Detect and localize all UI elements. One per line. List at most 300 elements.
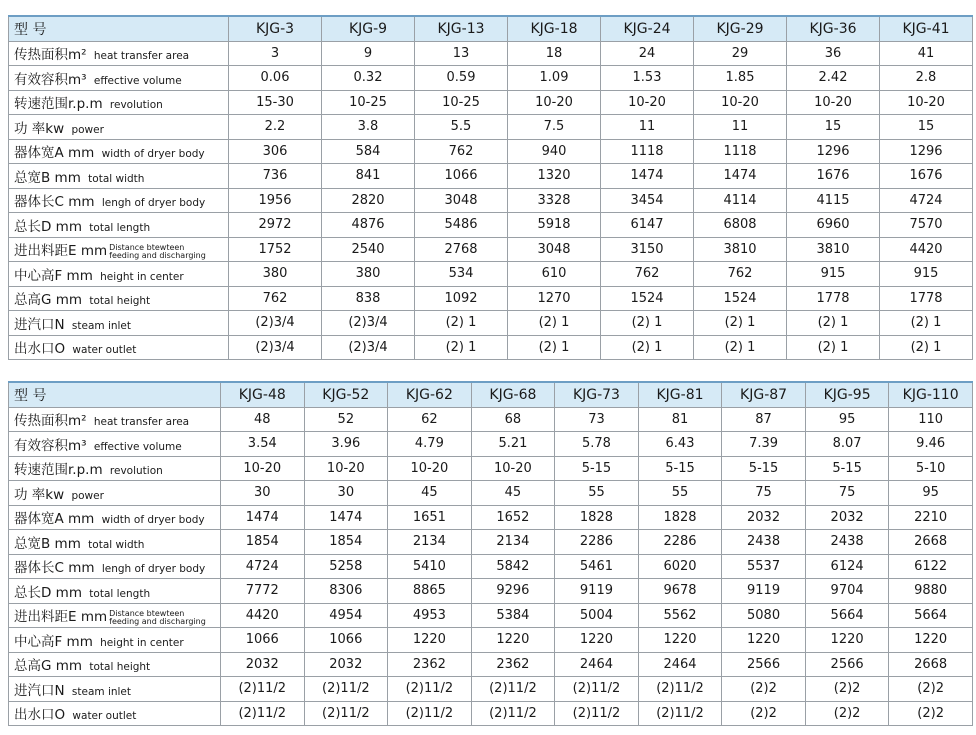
table-cell: 2134 — [388, 530, 472, 555]
table-cell: 3 — [229, 41, 322, 66]
table-cell: 610 — [508, 262, 601, 287]
table-cell: 8865 — [388, 579, 472, 604]
row-label — [9, 603, 221, 628]
table-cell: 5080 — [722, 603, 806, 628]
row-label-zh: 总长D mm — [14, 584, 87, 601]
table-cell: (2) 1 — [694, 311, 787, 336]
table-cell: 73 — [555, 407, 639, 432]
table-row — [9, 579, 973, 604]
table-cell: 87 — [722, 407, 806, 432]
row-label-en: height in center — [100, 270, 184, 283]
table-cell: 5-15 — [638, 456, 722, 481]
row-label-en: power — [71, 489, 104, 502]
model-name: KJG-52 — [304, 382, 388, 407]
table-cell: 10-25 — [322, 90, 415, 115]
table-cell: 4420 — [880, 237, 973, 262]
table-cell: 5-15 — [555, 456, 639, 481]
table-cell: 15-30 — [229, 90, 322, 115]
table-cell: 1676 — [787, 164, 880, 189]
table-cell: 3328 — [508, 188, 601, 213]
row-label — [9, 286, 229, 311]
table-cell: 1066 — [304, 628, 388, 653]
table-cell: 7.39 — [722, 432, 806, 457]
table-row — [9, 164, 973, 189]
table-cell: 380 — [322, 262, 415, 287]
row-label-zh: 进出料距E mm — [14, 243, 108, 259]
row-label-zh: 转速范围r.p.m — [14, 96, 107, 113]
table-cell: 5486 — [415, 213, 508, 238]
row-label-en: total length — [89, 587, 151, 600]
table-cell: 1066 — [221, 628, 305, 653]
table-cell: 2464 — [555, 652, 639, 677]
table-cell: 2438 — [722, 530, 806, 555]
table-cell: 6.43 — [638, 432, 722, 457]
table-cell: 1778 — [880, 286, 973, 311]
row-label — [9, 188, 229, 213]
table-cell: 9.46 — [889, 432, 973, 457]
model-name: KJG-24 — [601, 16, 694, 41]
table-cell: 1652 — [471, 505, 555, 530]
table-cell: 9296 — [471, 579, 555, 604]
model-name: KJG-3 — [229, 16, 322, 41]
table-cell: 3.54 — [221, 432, 305, 457]
table-cell: 1.09 — [508, 66, 601, 91]
table-cell: 4724 — [221, 554, 305, 579]
table-cell: (2)11/2 — [638, 701, 722, 726]
row-label-en: revolution — [109, 465, 163, 478]
table-cell: 5384 — [471, 603, 555, 628]
table-cell: 3454 — [601, 188, 694, 213]
row-label — [9, 262, 229, 287]
row-label-en: total length — [89, 221, 151, 234]
table-cell: 4876 — [322, 213, 415, 238]
row-label-en: lengh of dryer body — [101, 197, 206, 210]
row-label-zh: 总高G mm — [14, 658, 87, 675]
table-cell: 4953 — [388, 603, 472, 628]
model-name: KJG-73 — [555, 382, 639, 407]
table-cell: 1854 — [221, 530, 305, 555]
table-cell: (2) 1 — [694, 335, 787, 360]
table-cell: (2) 1 — [880, 335, 973, 360]
table-cell: 2286 — [638, 530, 722, 555]
table-row — [9, 90, 973, 115]
table-cell: (2)11/2 — [388, 701, 472, 726]
row-label-zh: 传热面积m² — [14, 47, 91, 64]
table-cell: 5664 — [805, 603, 889, 628]
table-cell: 9678 — [638, 579, 722, 604]
table-row — [9, 701, 973, 726]
table-cell: 10-20 — [221, 456, 305, 481]
table-cell: 2134 — [471, 530, 555, 555]
row-label — [9, 66, 229, 91]
table-cell: 8.07 — [805, 432, 889, 457]
table-cell: 1474 — [221, 505, 305, 530]
table-row — [9, 677, 973, 702]
row-label — [9, 139, 229, 164]
table-cell: 2972 — [229, 213, 322, 238]
row-label-en: water outlet — [72, 710, 137, 723]
row-label — [9, 213, 229, 238]
table-cell: 1524 — [601, 286, 694, 311]
table-cell: 81 — [638, 407, 722, 432]
table-cell: 1651 — [388, 505, 472, 530]
table-cell: 1220 — [555, 628, 639, 653]
row-label — [9, 481, 221, 506]
table-cell: 30 — [221, 481, 305, 506]
table-cell: (2)3/4 — [322, 335, 415, 360]
table-row — [9, 481, 973, 506]
table-cell: 3810 — [694, 237, 787, 262]
table-cell: 15 — [787, 115, 880, 140]
table-cell: (2) 1 — [787, 311, 880, 336]
table-cell: 8306 — [304, 579, 388, 604]
table-cell: 3.96 — [304, 432, 388, 457]
table-cell: 5562 — [638, 603, 722, 628]
table-cell: (2) 1 — [601, 335, 694, 360]
table-cell: (2)2 — [722, 701, 806, 726]
row-label-zh: 总高G mm — [14, 292, 87, 309]
row-label-en: height in center — [100, 636, 184, 649]
table-cell: (2)3/4 — [229, 335, 322, 360]
table-cell: 1220 — [638, 628, 722, 653]
table-cell: 1956 — [229, 188, 322, 213]
table-cell: 380 — [229, 262, 322, 287]
row-label — [9, 628, 221, 653]
table-cell: (2)2 — [722, 677, 806, 702]
model-name: KJG-110 — [889, 382, 973, 407]
table-cell: (2) 1 — [880, 311, 973, 336]
table-cell: 5258 — [304, 554, 388, 579]
table-cell: 95 — [889, 481, 973, 506]
table-cell: 0.06 — [229, 66, 322, 91]
row-label-en: Distance btewteen feeding and discharging — [109, 242, 206, 260]
table-cell: 1828 — [555, 505, 639, 530]
table-cell: 3048 — [415, 188, 508, 213]
row-label-zh: 功 率kw — [14, 486, 69, 503]
model-name: KJG-36 — [787, 16, 880, 41]
table-cell: 1474 — [601, 164, 694, 189]
table-cell: 62 — [388, 407, 472, 432]
table-cell: 940 — [508, 139, 601, 164]
table-cell: 5842 — [471, 554, 555, 579]
table-cell: (2) 1 — [508, 335, 601, 360]
row-label-en: power — [71, 123, 104, 136]
table-cell: 3150 — [601, 237, 694, 262]
row-label — [9, 554, 221, 579]
row-label — [9, 407, 221, 432]
row-label-zh: 功 率kw — [14, 120, 69, 137]
table-cell: 5664 — [889, 603, 973, 628]
table-cell: (2)2 — [889, 677, 973, 702]
model-name: KJG-87 — [722, 382, 806, 407]
table-cell: (2)11/2 — [221, 677, 305, 702]
table-cell: 584 — [322, 139, 415, 164]
table-cell: 1524 — [694, 286, 787, 311]
model-name: KJG-48 — [221, 382, 305, 407]
table-cell: 1.85 — [694, 66, 787, 91]
row-label-zh: 器体宽A mm — [14, 511, 99, 528]
table-cell: 10-25 — [415, 90, 508, 115]
row-label-en: total height — [89, 661, 151, 674]
table-cell: 1676 — [880, 164, 973, 189]
table-cell: 1828 — [638, 505, 722, 530]
table-cell: (2)11/2 — [304, 677, 388, 702]
table-cell: 2768 — [415, 237, 508, 262]
table-cell: (2)2 — [805, 701, 889, 726]
model-name: KJG-62 — [388, 382, 472, 407]
table-cell: 915 — [880, 262, 973, 287]
row-label — [9, 652, 221, 677]
table-cell: 6147 — [601, 213, 694, 238]
table-row — [9, 262, 973, 287]
header-row — [9, 16, 973, 41]
table-cell: 2668 — [889, 530, 973, 555]
row-label-en: revolution — [109, 99, 163, 112]
table-row — [9, 432, 973, 457]
table-cell: 10-20 — [694, 90, 787, 115]
table-cell: 1474 — [694, 164, 787, 189]
model-name: KJG-9 — [322, 16, 415, 41]
table-cell: 2.2 — [229, 115, 322, 140]
table-cell: 1220 — [388, 628, 472, 653]
table-cell: 1118 — [694, 139, 787, 164]
table-cell: 1320 — [508, 164, 601, 189]
row-label-zh: 有效容积m³ — [14, 71, 91, 88]
table-cell: 7570 — [880, 213, 973, 238]
table-cell: 915 — [787, 262, 880, 287]
row-label-zh: 中心高F mm — [14, 267, 98, 284]
table-cell: (2) 1 — [415, 335, 508, 360]
model-header-label: 型 号 — [9, 382, 221, 407]
model-name: KJG-81 — [638, 382, 722, 407]
table-cell: 15 — [880, 115, 973, 140]
model-name: KJG-13 — [415, 16, 508, 41]
table-row — [9, 335, 973, 360]
row-label-zh: 器体长C mm — [14, 194, 99, 211]
table-cell: 10-20 — [787, 90, 880, 115]
row-label — [9, 164, 229, 189]
row-label-zh: 进汽口N — [14, 682, 69, 699]
table-cell: 1220 — [805, 628, 889, 653]
table-cell: 9119 — [722, 579, 806, 604]
table-cell: 2.42 — [787, 66, 880, 91]
table-cell: 1474 — [304, 505, 388, 530]
model-name: KJG-68 — [471, 382, 555, 407]
table-cell: 5-10 — [889, 456, 973, 481]
table-cell: 5410 — [388, 554, 472, 579]
table-cell: (2)11/2 — [471, 701, 555, 726]
table-cell: 9880 — [889, 579, 973, 604]
table-cell: 10-20 — [508, 90, 601, 115]
table-cell: 4114 — [694, 188, 787, 213]
table-cell: 41 — [880, 41, 973, 66]
table-cell: 2286 — [555, 530, 639, 555]
model-name: KJG-95 — [805, 382, 889, 407]
table-cell: 2.8 — [880, 66, 973, 91]
table-cell: 6020 — [638, 554, 722, 579]
row-label-zh: 有效容积m³ — [14, 437, 91, 454]
table-cell: 45 — [471, 481, 555, 506]
table-cell: (2)11/2 — [555, 677, 639, 702]
table-cell: 9119 — [555, 579, 639, 604]
table-cell: 10-20 — [880, 90, 973, 115]
table-cell: 5537 — [722, 554, 806, 579]
table-cell: 30 — [304, 481, 388, 506]
row-label — [9, 579, 221, 604]
table-cell: 2032 — [805, 505, 889, 530]
table-cell: 11 — [601, 115, 694, 140]
table-cell: 9 — [322, 41, 415, 66]
table-cell: 762 — [229, 286, 322, 311]
table-cell: 2210 — [889, 505, 973, 530]
table-cell: 5-15 — [722, 456, 806, 481]
table-cell: 5461 — [555, 554, 639, 579]
table-row — [9, 66, 973, 91]
row-label-zh: 出水口O — [14, 707, 70, 724]
table-cell: 2540 — [322, 237, 415, 262]
row-label — [9, 311, 229, 336]
table-cell: 3810 — [787, 237, 880, 262]
table-cell: 1778 — [787, 286, 880, 311]
table-cell: (2)2 — [805, 677, 889, 702]
table-cell: 762 — [694, 262, 787, 287]
table-cell: (2)11/2 — [555, 701, 639, 726]
table-cell: 24 — [601, 41, 694, 66]
row-label-en: effective volume — [93, 440, 182, 453]
table-cell: 5004 — [555, 603, 639, 628]
table-cell: 5-15 — [805, 456, 889, 481]
table-cell: 4115 — [787, 188, 880, 213]
table-cell: 2668 — [889, 652, 973, 677]
table-cell: 5918 — [508, 213, 601, 238]
table-cell: (2)11/2 — [388, 677, 472, 702]
table-row — [9, 554, 973, 579]
table-cell: 7.5 — [508, 115, 601, 140]
table-cell: 11 — [694, 115, 787, 140]
table-cell: 534 — [415, 262, 508, 287]
table-cell: 2566 — [722, 652, 806, 677]
table-cell: 2438 — [805, 530, 889, 555]
row-label-en: total width — [88, 172, 145, 185]
table-cell: 3.8 — [322, 115, 415, 140]
row-label-zh: 转速范围r.p.m — [14, 462, 107, 479]
row-label — [9, 41, 229, 66]
table-cell: 838 — [322, 286, 415, 311]
row-label-zh: 中心高F mm — [14, 633, 98, 650]
table-cell: 52 — [304, 407, 388, 432]
table-cell: 1092 — [415, 286, 508, 311]
table-cell: 10-20 — [388, 456, 472, 481]
table-cell: 7772 — [221, 579, 305, 604]
table-row — [9, 530, 973, 555]
table-cell: 95 — [805, 407, 889, 432]
table-cell: 0.32 — [322, 66, 415, 91]
table-cell: (2)11/2 — [304, 701, 388, 726]
table-cell: 1854 — [304, 530, 388, 555]
row-label — [9, 456, 221, 481]
row-label-en: water outlet — [72, 344, 137, 357]
table-cell: (2)11/2 — [638, 677, 722, 702]
table-cell: 55 — [555, 481, 639, 506]
row-label-zh: 器体宽A mm — [14, 145, 99, 162]
table-cell: 5.21 — [471, 432, 555, 457]
table-row — [9, 115, 973, 140]
table-cell: (2) 1 — [787, 335, 880, 360]
row-label-en: heat transfer area — [93, 50, 190, 63]
row-label — [9, 115, 229, 140]
row-label-zh: 总宽B mm — [14, 535, 86, 552]
table-row — [9, 139, 973, 164]
row-label-zh: 总长D mm — [14, 218, 87, 235]
table-cell: 1220 — [889, 628, 973, 653]
table-cell: 2032 — [221, 652, 305, 677]
table-cell: 2362 — [471, 652, 555, 677]
table-row — [9, 41, 973, 66]
row-label — [9, 335, 229, 360]
table-row — [9, 652, 973, 677]
table-cell: 6124 — [805, 554, 889, 579]
table-cell: 6808 — [694, 213, 787, 238]
row-label-zh: 出水口O — [14, 341, 70, 358]
table-cell: 6960 — [787, 213, 880, 238]
table-cell: 5.5 — [415, 115, 508, 140]
table-cell: 75 — [722, 481, 806, 506]
row-label-zh: 进汽口N — [14, 316, 69, 333]
row-label-en: Distance btewteen feeding and discharging — [109, 608, 206, 626]
row-label-zh: 进出料距E mm — [14, 609, 108, 625]
table-cell: (2)11/2 — [221, 701, 305, 726]
row-label — [9, 90, 229, 115]
table-cell: 4.79 — [388, 432, 472, 457]
table-cell: 1220 — [471, 628, 555, 653]
table-cell: 736 — [229, 164, 322, 189]
row-label-en: effective volume — [93, 74, 182, 87]
table-cell: 75 — [805, 481, 889, 506]
row-label — [9, 505, 221, 530]
table-cell: 9704 — [805, 579, 889, 604]
table-cell: 762 — [601, 262, 694, 287]
spec-table-1 — [8, 15, 973, 360]
table-cell: 10-20 — [471, 456, 555, 481]
row-label — [9, 237, 229, 262]
table-cell: (2) 1 — [601, 311, 694, 336]
table-row — [9, 311, 973, 336]
table-cell: 45 — [388, 481, 472, 506]
table-cell: 110 — [889, 407, 973, 432]
table-cell: 36 — [787, 41, 880, 66]
row-label-en: width of dryer body — [101, 148, 205, 161]
table-cell: 841 — [322, 164, 415, 189]
table-cell: 13 — [415, 41, 508, 66]
table-cell: 4724 — [880, 188, 973, 213]
table-cell: 0.59 — [415, 66, 508, 91]
table-cell: 1.53 — [601, 66, 694, 91]
table-cell: (2)3/4 — [229, 311, 322, 336]
table-row — [9, 505, 973, 530]
table-row — [9, 456, 973, 481]
model-name: KJG-18 — [508, 16, 601, 41]
row-label-zh: 传热面积m² — [14, 413, 91, 430]
table-cell: 29 — [694, 41, 787, 66]
row-label-zh: 总宽B mm — [14, 169, 86, 186]
row-label — [9, 530, 221, 555]
table-cell: 5.78 — [555, 432, 639, 457]
table-cell: 2032 — [304, 652, 388, 677]
table-row — [9, 188, 973, 213]
table-cell: (2) 1 — [508, 311, 601, 336]
table-cell: 1296 — [787, 139, 880, 164]
table-cell: 10-20 — [304, 456, 388, 481]
